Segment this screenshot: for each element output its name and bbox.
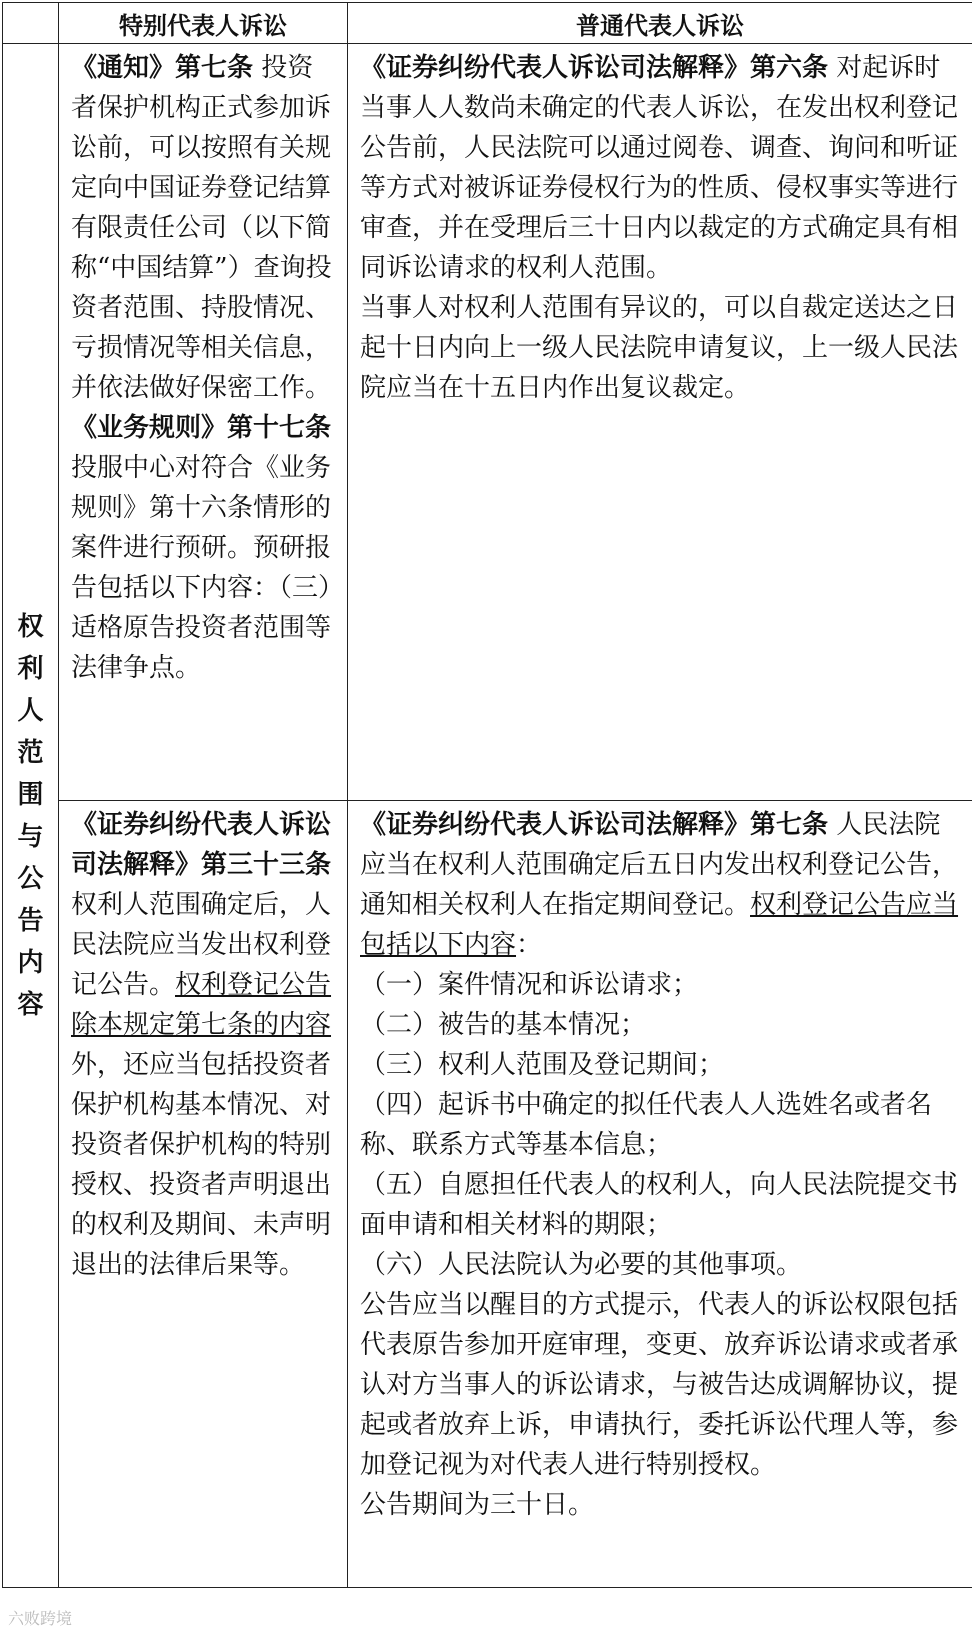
header-special: 特别代表人诉讼 (59, 3, 348, 44)
row-label-cell (3, 44, 59, 1588)
ordinary-cell-1 (348, 44, 972, 801)
header-blank (3, 3, 59, 44)
clause-text: 权利人范围确定后，人民法院应当发出权利登记公告。 (71, 890, 332, 1000)
clause-title: 《证券纠纷代表人诉讼司法解释》第六条 (360, 53, 829, 83)
ordinary-cell-2 (348, 801, 972, 1588)
table-row (3, 44, 972, 801)
clause-paragraph: 公告应当以醒目的方式提示，代表人的诉讼权限包括代表原告参加开庭审理，变更、放弃诉讼请求或者承认对方当事人的诉讼请求，与被告达成调解协议，提起或者放弃上诉，申请执行，委托诉讼代理人等，参加登记视为对代表人进行特别授权。 (360, 1290, 959, 1480)
clause-text: 外，还应当包括投资者保护机构基本情况、对投资者保护机构的特别授权、投资者声明退出的权利及期间、未声明退出的法律后果等。 (71, 1050, 332, 1280)
clause-title: 《业务规则》第十七条 (71, 413, 332, 443)
underlined-text: 权利登记公告应当包括以下内容 (360, 890, 959, 960)
header-ordinary: 普通代表人诉讼 (348, 3, 972, 44)
row-label: 权利人范围与公告内容 (17, 611, 44, 1020)
list-item: （四）起诉书中确定的拟任代表人人选姓名或者名称、联系方式等基本信息； (360, 1090, 933, 1160)
list-item: （五）自愿担任代表人的权利人，向人民法院提交书面申请和相关材料的期限； (360, 1170, 959, 1240)
list-item: （一）案件情况和诉讼请求； (360, 970, 699, 1000)
clause-title: 《证券纠纷代表人诉讼司法解释》第三十三条 (71, 810, 332, 880)
special-cell-2 (59, 801, 348, 1588)
clause-title: 《通知》第七条 (71, 53, 254, 83)
clause-text: ： (516, 930, 543, 960)
clause-text: 对起诉时当事人人数尚未确定的代表人诉讼，在发出权利登记公告前，人民法院可以通过阅卷、调查、询问和听证等方式对被诉证券侵权行为的性质、侵权事实等进行审查，并在受理后三十日内以裁定的方式确定具有相同诉讼请求的权利人范围。 (360, 53, 959, 283)
clause-paragraph (360, 805, 962, 965)
clause-paragraph (360, 48, 962, 288)
list-item: （三）权利人范围及登记期间； (360, 1050, 725, 1080)
clause-paragraph (360, 288, 962, 408)
watermark: 六败跨境 (8, 1609, 73, 1628)
clause-text: 投服中心对符合《业务规则》第十六条情形的案件进行预研。预研报告包括以下内容：（三）适格原告投资者范围等法律争点。 (71, 453, 332, 683)
clause-text: 投资者保护机构正式参加诉讼前，可以按照有关规定向中国证券登记结算有限责任公司（以下简称“中国结算”）查询投资者范围、持股情况、亏损情况等相关信息，并依法做好保密工作。 (71, 53, 332, 403)
clause-text: 人民法院应当在权利人范围确定后五日内发出权利登记公告，通知相关权利人在指定期间登记。 (360, 810, 959, 920)
clause-title: 《证券纠纷代表人诉讼司法解释》第七条 (360, 810, 829, 840)
clause-paragraph (71, 408, 337, 688)
special-cell-1 (59, 44, 348, 801)
clause-paragraph (71, 48, 337, 408)
comparison-table (2, 2, 972, 1588)
clause-text: 当事人对权利人范围有异议的，可以自裁定送达之日起十日内向上一级人民法院申请复议，上一级人民法院应当在十五日内作出复议裁定。 (360, 293, 959, 403)
list-item: （二）被告的基本情况； (360, 1010, 647, 1040)
clause-paragraph (71, 805, 337, 1285)
clause-paragraph: 公告期间为三十日。 (360, 1490, 595, 1520)
underlined-text: 权利登记公告除本规定第七条的内容 (71, 970, 332, 1040)
header-row (3, 3, 972, 44)
list-item: （六）人民法院认为必要的其他事项。 (360, 1250, 803, 1280)
table-row (3, 801, 972, 1588)
